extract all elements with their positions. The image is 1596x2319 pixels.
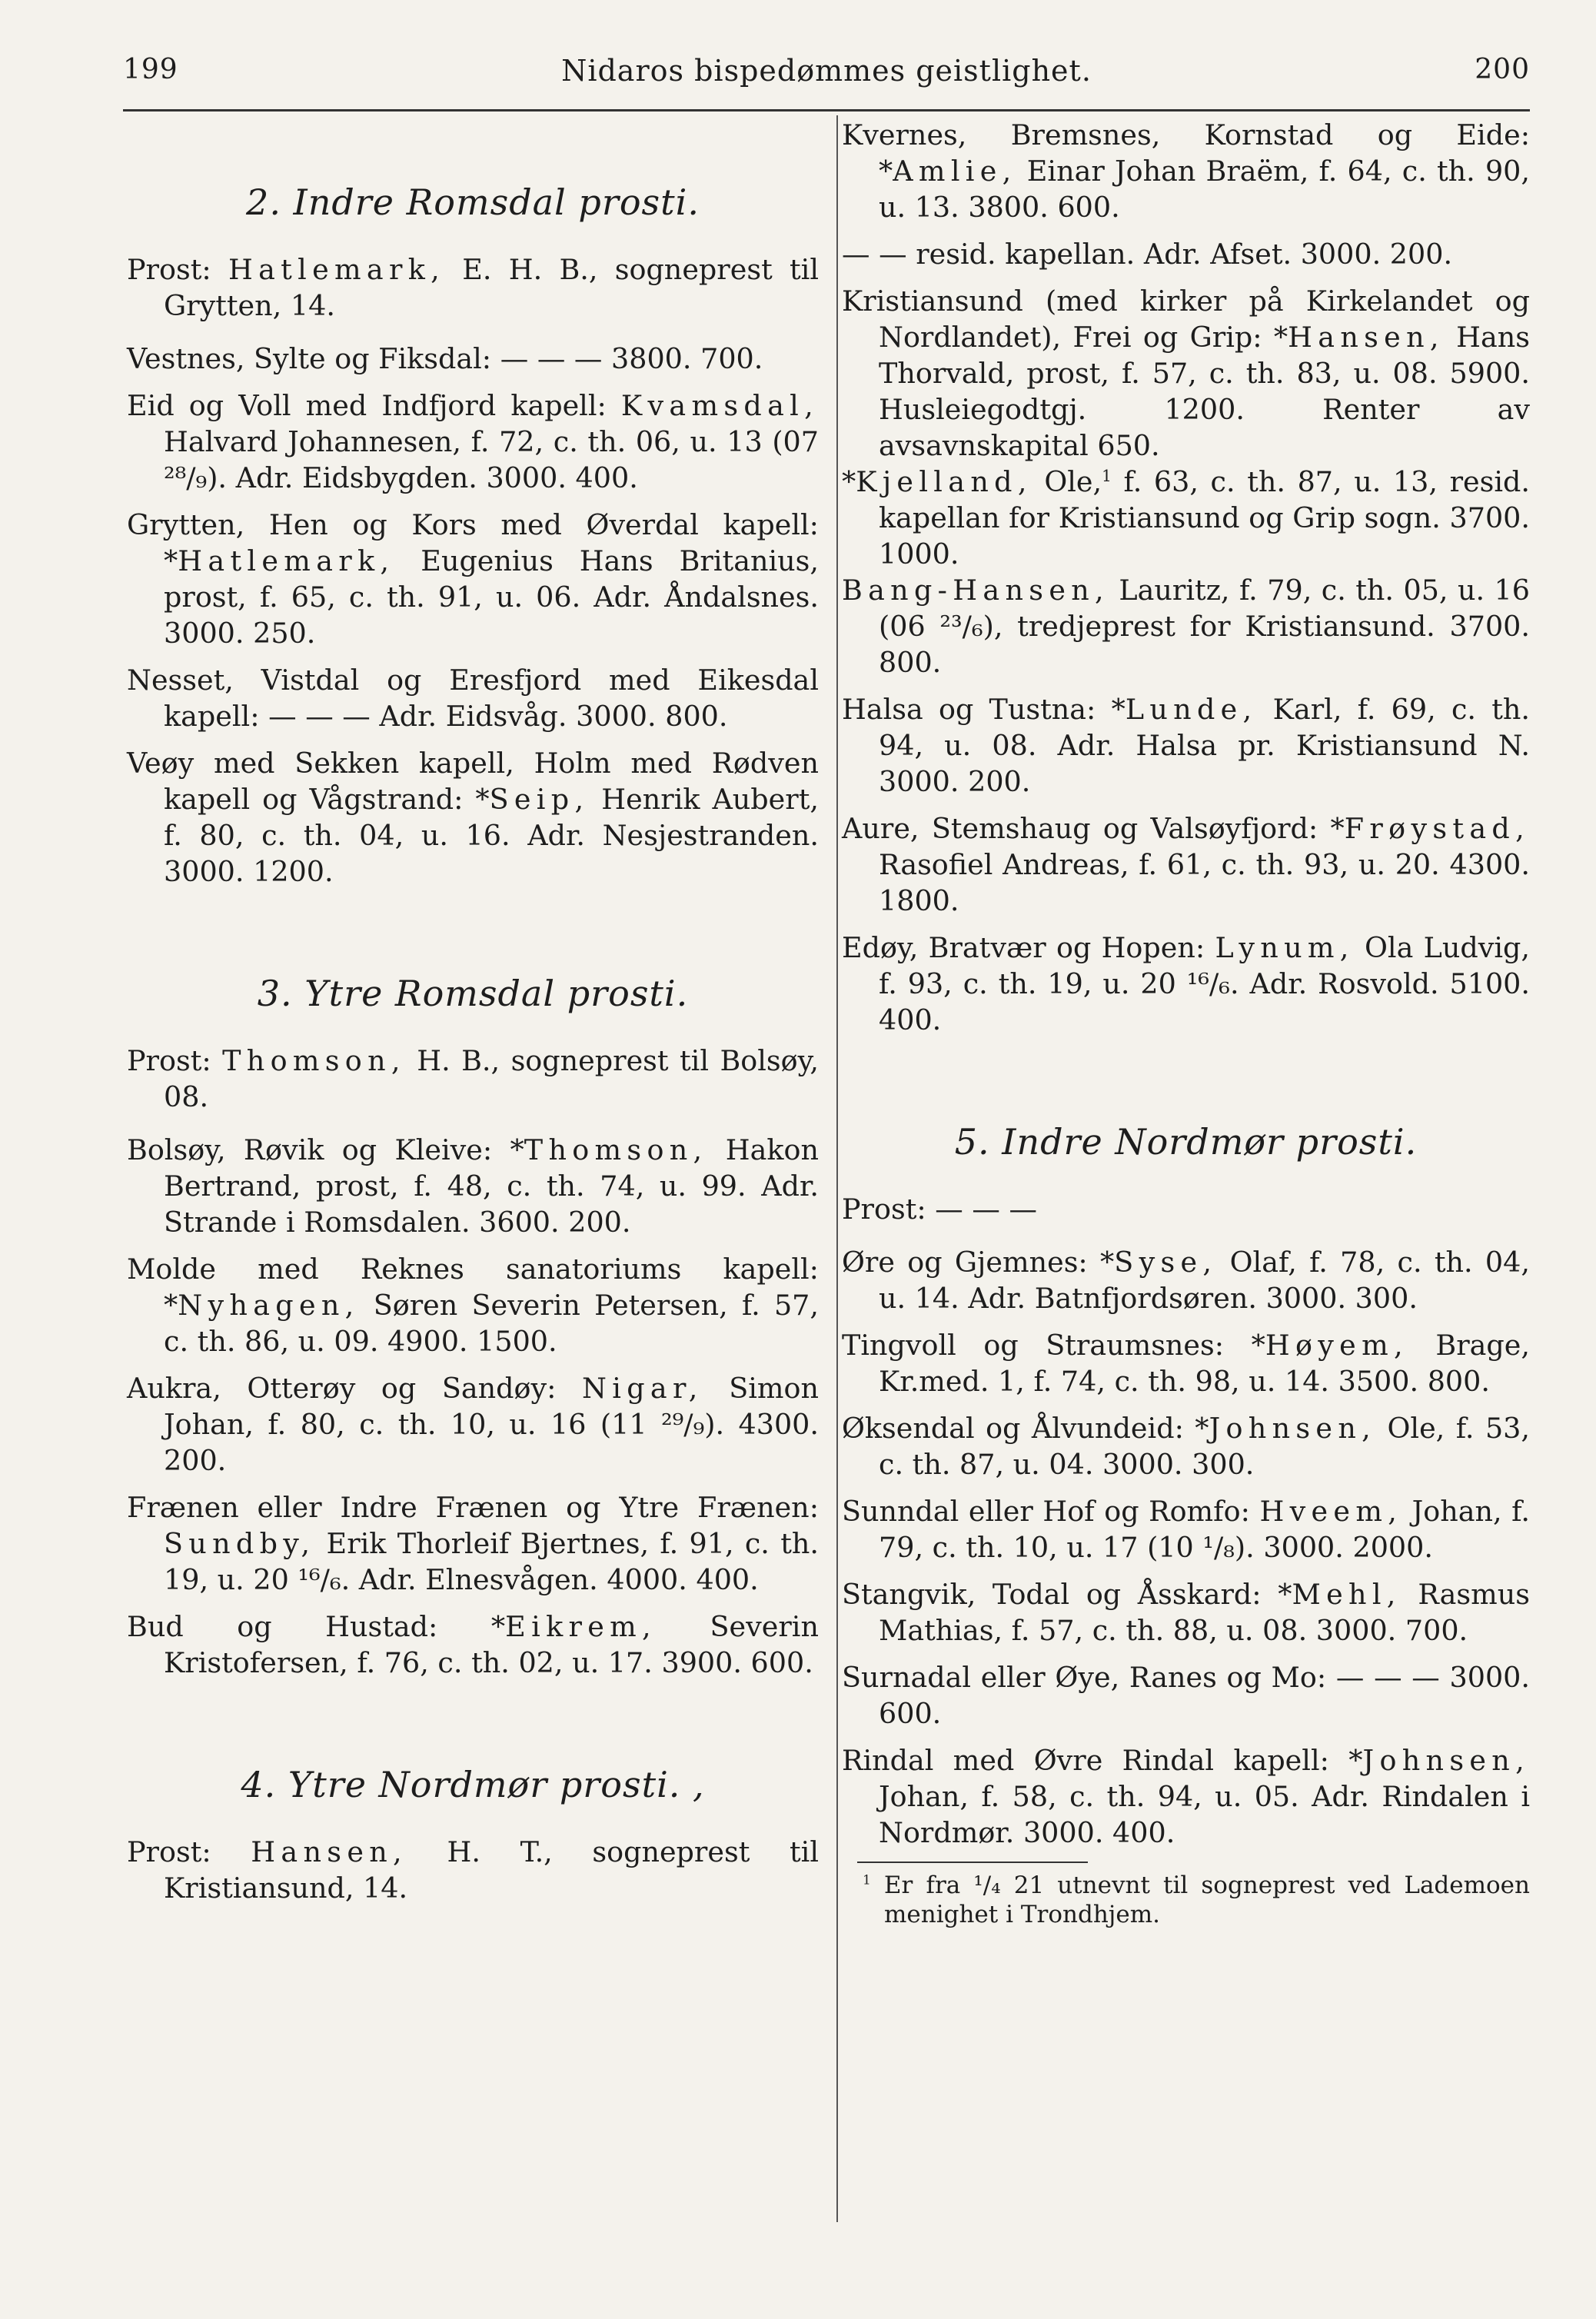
priest-name: Hatlemark, bbox=[228, 253, 446, 286]
parish-entry: Kristiansund (med kirker på Kirkelandet og Nordlandet), Frei og Grip: *Hansen, Hans Thorvald, prost, f. 57, c. th. 83, u. 08. 5900. Husleiegodtgj. 1200. Renter av avsavnskapital 650. bbox=[842, 284, 1530, 462]
priest-name: Thomson, bbox=[222, 1044, 406, 1077]
priest-name: Mehl, bbox=[1292, 1578, 1401, 1611]
parish-entry: Surnadal eller Øye, Ranes og Mo: — — — 3000. 600. bbox=[842, 1661, 1530, 1730]
parish-entry: Veøy med Sekken kapell, Holm med Rødven kapell og Vågstrand: *Seip, Henrik Aubert, f. 80, c. th. 04, u. 16. Adr. Nesjestranden. 3000. 1200. bbox=[127, 747, 819, 888]
footnote-number: 1 bbox=[863, 1872, 871, 1888]
parish-entry: Bolsøy, Røvik og Kleive: *Thomson, Hakon Bertrand, prost, f. 48, c. th. 74, u. 99. Adr. Strande i Romsdalen. 3600. 200. bbox=[127, 1133, 819, 1239]
priest-name: Hveem, bbox=[1259, 1495, 1403, 1528]
section-heading: 4. Ytre Nordmør prosti. , bbox=[241, 1764, 705, 1805]
parish-entry: Bang-Hansen, Lauritz, f. 79, c. th. 05, u. 16 (06 ²³/₆), tredjeprest for Kristiansund. 3700. 800. bbox=[842, 574, 1530, 679]
parish-entry: Stangvik, Todal og Åsskard: *Mehl, Rasmus Mathias, f. 57, c. th. 88, u. 08. 3000. 700. bbox=[842, 1578, 1530, 1647]
left-column bbox=[127, 117, 819, 1917]
priest-name: Hansen, bbox=[251, 1835, 407, 1868]
parish-entry: Halsa og Tustna: *Lunde, Karl, f. 69, c. th. 94, u. 08. Adr. Halsa pr. Kristiansund N. 3000. 200. bbox=[842, 693, 1530, 798]
page-header bbox=[123, 54, 1530, 100]
parish-entry: Sunndal eller Hof og Romfo: Hveem, Johan, f. 79, c. th. 10, u. 17 (10 ¹/₈). 3000. 2000. bbox=[842, 1495, 1530, 1564]
parish-entry: Aure, Stemshaug og Valsøyfjord: *Frøystad, Rasofiel Andreas, f. 61, c. th. 93, u. 20. 4300. 1800. bbox=[842, 812, 1530, 917]
parish-entry: Kvernes, Bremsnes, Kornstad og Eide: *Amlie, Einar Johan Braëm, f. 64, c. th. 90, u. 13. 3800. 600. bbox=[842, 118, 1530, 224]
parish-entry: Frænen eller Indre Frænen og Ytre Frænen: Sundby, Erik Thorleif Bjertnes, f. 91, c. th. 19, u. 20 ¹⁶/₆. Adr. Elnesvågen. 4000. 400. bbox=[127, 1491, 819, 1596]
priest-name: Kjelland, bbox=[856, 465, 1032, 498]
priest-name: Hansen, bbox=[1288, 321, 1445, 354]
parish-entry: Grytten, Hen og Kors med Øverdal kapell: *Hatlemark, Eugenius Hans Britanius, prost, f. 65, c. th. 91, u. 06. Adr. Åndalsnes. 3000. 250. bbox=[127, 508, 819, 650]
priest-name: Hatlemark, bbox=[178, 544, 395, 577]
prost-entry: Prost: Hansen, H. T., sogneprest til Kristiansund, 14. bbox=[127, 1835, 819, 1905]
priest-name: Sundby, bbox=[164, 1527, 316, 1560]
prost-entry: Prost: — — — bbox=[842, 1193, 1037, 1226]
page-number-right: 200 bbox=[1475, 54, 1530, 85]
section-heading: 5. Indre Nordmør prosti. bbox=[954, 1121, 1418, 1163]
parish-entry: Rindal med Øvre Rindal kapell: *Johnsen, Johan, f. 58, c. th. 94, u. 05. Adr. Rindalen i Nordmør. 3000. 400. bbox=[842, 1744, 1530, 1849]
right-column bbox=[842, 117, 1530, 1929]
parish-entry: Nesset, Vistdal og Eresfjord med Eikesdal kapell: — — — Adr. Eidsvåg. 3000. 800. bbox=[127, 664, 819, 733]
page-number-left: 199 bbox=[123, 54, 178, 85]
header-rule bbox=[123, 109, 1530, 111]
prost-entry: Prost: Hatlemark, E. H. B., sogneprest til Grytten, 14. bbox=[127, 253, 819, 322]
priest-name: Kvamsdal, bbox=[620, 389, 819, 422]
priest-name: Lunde, bbox=[1125, 693, 1258, 726]
section-heading: 3. Ytre Romsdal prosti. bbox=[257, 973, 689, 1014]
priest-name: Johnsen, bbox=[1362, 1744, 1530, 1777]
priest-name: Eikrem, bbox=[505, 1610, 657, 1643]
parish-entry: *Kjelland, Ole,$^1$ f. 63, c. th. 87, u. 13, resid. kapellan for Kristiansund og Grip sogn. 3700. 1000. bbox=[842, 465, 1530, 571]
priest-name: Høyem, bbox=[1265, 1329, 1408, 1362]
priest-name: Amlie, bbox=[893, 155, 1017, 188]
column-divider bbox=[836, 115, 838, 2222]
parish-entry: Øre og Gjemnes: *Syse, Olaf, f. 78, c. th. 04, u. 14. Adr. Batnfjordsøren. 3000. 300. bbox=[842, 1246, 1530, 1315]
priest-name: Thomson, bbox=[524, 1133, 708, 1166]
parish-entry: Vestnes, Sylte og Fiksdal: — — — 3800. 700. bbox=[127, 342, 763, 375]
priest-name: Syse, bbox=[1114, 1246, 1218, 1279]
parish-entry: Eid og Voll med Indfjord kapell: Kvamsdal, Halvard Johannesen, f. 72, c. th. 06, u. 13 (07 ²⁸/₉). Adr. Eidsbygden. 3000. 400. bbox=[127, 389, 819, 494]
footnote-ref: 1 bbox=[1102, 466, 1112, 485]
priest-name: Lynum, bbox=[1215, 931, 1355, 964]
prost-entry: Prost: Thomson, H. B., sogneprest til Bolsøy, 08. bbox=[127, 1044, 820, 1113]
parish-entry: Øksendal og Ålvundeid: *Johnsen, Ole, f. 53, c. th. 87, u. 04. 3000. 300. bbox=[842, 1412, 1531, 1481]
running-title: Nidaros bispedømmes geistlighet. bbox=[561, 54, 1092, 88]
priest-name: Seip, bbox=[489, 783, 590, 816]
parish-entry: Edøy, Bratvær og Hopen: Lynum, Ola Ludvig, f. 93, c. th. 19, u. 20 ¹⁶/₆. Adr. Rosvold. 5100. 400. bbox=[842, 931, 1531, 1036]
section-heading: 2. Indre Romsdal prosti. bbox=[246, 181, 700, 223]
parish-entry: — — resid. kapellan. Adr. Afset. 3000. 200. bbox=[842, 238, 1453, 271]
footnote-rule bbox=[857, 1862, 1088, 1863]
footnote: $^1$ Er fra ¹/₄ 21 utnevnt til sogneprest ved Lademoen menighet i Trondhjem. bbox=[863, 1872, 1530, 1928]
priest-name: Johnsen, bbox=[1209, 1412, 1377, 1445]
priest-name: Bang-Hansen, bbox=[842, 574, 1109, 607]
parish-entry: Tingvoll og Straumsnes: *Høyem, Brage, Kr.med. 1, f. 74, c. th. 98, u. 14. 3500. 800. bbox=[842, 1329, 1531, 1398]
priest-name: Nyhagen, bbox=[178, 1289, 360, 1322]
priest-name: Nigar, bbox=[582, 1372, 703, 1405]
parish-entry: Molde med Reknes sanatoriums kapell: *Nyhagen, Søren Severin Petersen, f. 57, c. th. 86, u. 09. 4900. 1500. bbox=[127, 1253, 819, 1358]
parish-entry: Aukra, Otterøy og Sandøy: Nigar, Simon Johan, f. 80, c. th. 10, u. 16 (11 ²⁹/₉). 4300. 200. bbox=[127, 1372, 819, 1477]
parish-entry: Bud og Hustad: *Eikrem, Severin Kristofersen, f. 76, c. th. 02, u. 17. 3900. 600. bbox=[127, 1610, 819, 1679]
priest-name: Frøystad, bbox=[1344, 812, 1530, 845]
